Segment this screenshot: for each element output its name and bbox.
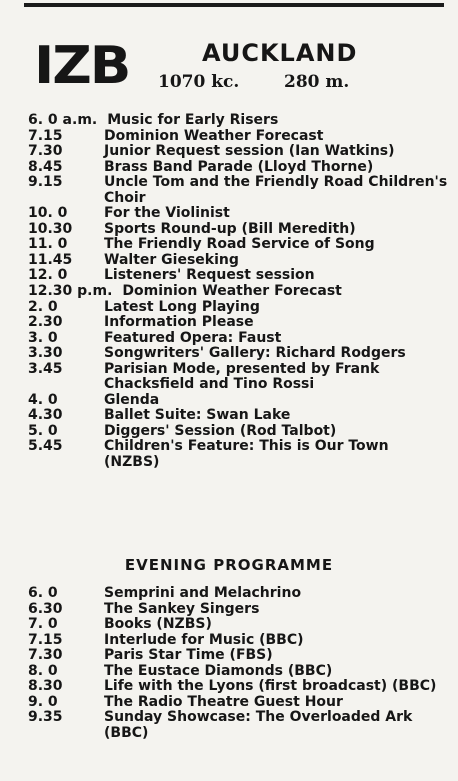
programme-time: 8. 0 — [28, 662, 58, 679]
programme-time: 2.30 — [28, 314, 63, 331]
station-callsign: IZB — [34, 36, 130, 96]
station-frequency: 1070 kc. — [158, 72, 240, 92]
programme-item — [28, 424, 448, 440]
programme-title: Songwriters' Gallery: Richard Rodgers — [104, 345, 406, 362]
programme-item — [28, 602, 448, 618]
programme-time: 10.30 — [28, 220, 73, 237]
programme-item — [28, 222, 448, 238]
programme-item — [28, 439, 448, 470]
programme-item — [28, 679, 448, 695]
programme-item — [28, 586, 448, 602]
programme-title: Paris Star Time (FBS) — [104, 647, 273, 664]
programme-time: 9.15 — [28, 174, 63, 191]
programme-item — [28, 175, 448, 206]
programme-title: Diggers' Session (Rod Talbot) — [104, 422, 337, 439]
programme-title: Interlude for Music (BBC) — [104, 631, 304, 648]
programme-item — [28, 129, 448, 145]
programme-time: 8.45 — [28, 158, 63, 175]
programme-item — [28, 300, 448, 316]
evening-programme-heading: EVENING PROGRAMME — [124, 556, 334, 574]
programme-time: 5. 0 — [28, 422, 58, 439]
station-city: AUCKLAND — [202, 39, 358, 67]
programme-title: Dominion Weather Forecast — [104, 127, 324, 144]
programme-item — [28, 408, 448, 424]
programme-title: Featured Opera: Faust — [104, 329, 282, 346]
programme-time: 11. 0 — [28, 236, 68, 253]
programme-title: Music for Early Risers — [107, 112, 279, 128]
programme-time: 7.30 — [28, 143, 63, 160]
programme-time: 4. 0 — [28, 391, 58, 408]
programme-time: 12.30 p.m. — [28, 283, 113, 300]
programme-title: The Eustace Diamonds (BBC) — [104, 662, 333, 679]
programme-title: Parisian Mode, presented by Frank Chacksfield and Tino Rossi — [104, 360, 380, 393]
programme-title: The Sankey Singers — [104, 600, 260, 617]
programme-item — [28, 206, 448, 222]
programme-item — [28, 346, 448, 362]
programme-item — [28, 695, 448, 711]
programme-time: 6. 0 — [28, 585, 58, 601]
programme-time: 7.15 — [28, 127, 63, 144]
programme-title: The Friendly Road Service of Song — [104, 236, 375, 253]
programme-title: Listeners' Request session — [104, 267, 315, 284]
programme-title: Glenda — [104, 391, 160, 408]
programme-title: Brass Band Parade (Lloyd Thorne) — [104, 158, 374, 175]
programme-time: 7.15 — [28, 631, 63, 648]
programme-time: 7.30 — [28, 647, 63, 664]
programme-time: 5.45 — [28, 438, 63, 455]
programme-time: 6.30 — [28, 600, 63, 617]
programme-item — [28, 113, 448, 129]
programme-title: Latest Long Playing — [104, 298, 260, 315]
programme-title: For the Violinist — [104, 205, 230, 222]
programme-time: 9. 0 — [28, 693, 58, 710]
programme-title: Semprini and Melachrino — [104, 585, 302, 601]
programme-title: The Radio Theatre Guest Hour — [104, 693, 343, 710]
evening-programme-list — [28, 586, 448, 741]
programme-item — [28, 633, 448, 649]
programme-time: 2. 0 — [28, 298, 58, 315]
programme-time: 12. 0 — [28, 267, 68, 284]
programme-time: 11.45 — [28, 251, 73, 268]
programme-title: Books (NZBS) — [104, 616, 212, 633]
programme-item — [28, 237, 448, 253]
programme-item — [28, 315, 448, 331]
programme-time: 3. 0 — [28, 329, 58, 346]
programme-title: Walter Gieseking — [104, 251, 239, 268]
programme-time: 7. 0 — [28, 616, 58, 633]
programme-title: Dominion Weather Forecast — [122, 283, 342, 300]
programme-item — [28, 617, 448, 633]
programme-time: 6. 0 a.m. — [28, 112, 98, 128]
programme-title: Life with the Lyons (first broadcast) (BBC) — [104, 678, 437, 695]
programme-item — [28, 268, 448, 284]
programme-item — [28, 284, 448, 300]
station-wavelength: 280 m. — [284, 72, 350, 92]
programme-title: Sunday Showcase: The Overloaded Ark (BBC) — [104, 709, 413, 741]
programme-item — [28, 144, 448, 160]
programme-item — [28, 160, 448, 176]
programme-item — [28, 648, 448, 664]
programme-item — [28, 710, 448, 741]
programme-item — [28, 253, 448, 269]
programme-title: Children's Feature: This is Our Town (NZBS) — [104, 438, 389, 471]
programme-time: 3.30 — [28, 345, 63, 362]
programme-item — [28, 393, 448, 409]
programme-item — [28, 362, 448, 393]
programme-item — [28, 331, 448, 347]
programme-time: 10. 0 — [28, 205, 68, 222]
day-programme-list — [28, 113, 448, 471]
programme-time: 8.30 — [28, 678, 63, 695]
programme-title: Sports Round-up (Bill Meredith) — [104, 220, 356, 237]
top-rule — [24, 3, 444, 7]
station-header — [34, 36, 434, 100]
programme-time: 3.45 — [28, 360, 63, 377]
programme-item — [28, 664, 448, 680]
programme-time: 9.35 — [28, 709, 63, 726]
programme-title: Ballet Suite: Swan Lake — [104, 407, 291, 424]
programme-time: 4.30 — [28, 407, 63, 424]
programme-title: Junior Request session (Ian Watkins) — [104, 143, 395, 160]
programme-title: Uncle Tom and the Friendly Road Children's Choir — [104, 174, 448, 206]
programme-title: Information Please — [104, 314, 254, 331]
